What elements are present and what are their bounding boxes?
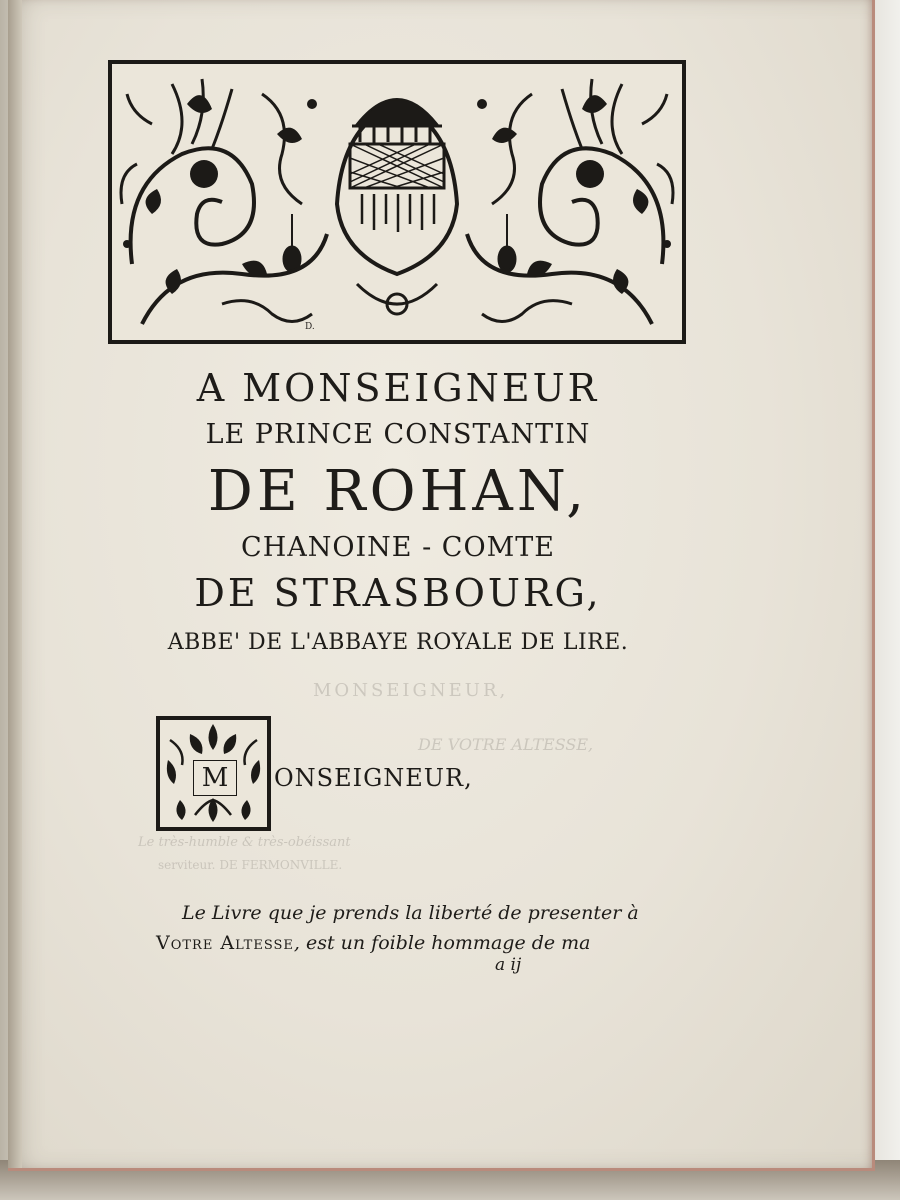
salutation: ONSEIGNEUR, <box>274 764 473 792</box>
title-line-1: A MONSEIGNEUR <box>196 366 600 410</box>
engraver-mark: D. <box>305 322 315 332</box>
body-caps: Votre Altesse <box>156 932 294 954</box>
title-line-2: LE PRINCE CONSTANTIN <box>205 419 591 450</box>
signature-mark: a ij <box>495 955 522 975</box>
show-through-line: DE VOTRE ALTESSE, <box>418 735 594 754</box>
dedication-title <box>118 362 678 662</box>
body-line-2 <box>156 928 676 958</box>
show-through-line: serviteur. DE FERMONVILLE. <box>158 858 343 872</box>
body-rest: , est un foible hommage de ma <box>293 932 591 954</box>
title-line-4: CHANOINE - COMTE <box>241 532 555 563</box>
show-through-line: MONSEIGNEUR, <box>313 680 509 701</box>
headpiece-engraving <box>112 64 682 340</box>
title-line-5: DE STRASBOURG, <box>194 571 602 615</box>
page-gutter <box>8 0 22 1168</box>
title-line-6: ABBE' DE L'ABBAYE ROYALE DE LIRE. <box>167 630 629 655</box>
decorated-initial <box>156 716 271 831</box>
initial-letter: M <box>193 760 237 796</box>
book-page <box>8 0 875 1171</box>
title-line-3: DE ROHAN, <box>207 459 589 524</box>
ornamental-headpiece <box>108 60 686 344</box>
body-line-1: Le Livre que je prends la liberté de presenter à <box>182 902 639 924</box>
show-through-line: Le très-humble & très-obéissant <box>138 835 351 850</box>
dedication-body <box>156 898 676 958</box>
